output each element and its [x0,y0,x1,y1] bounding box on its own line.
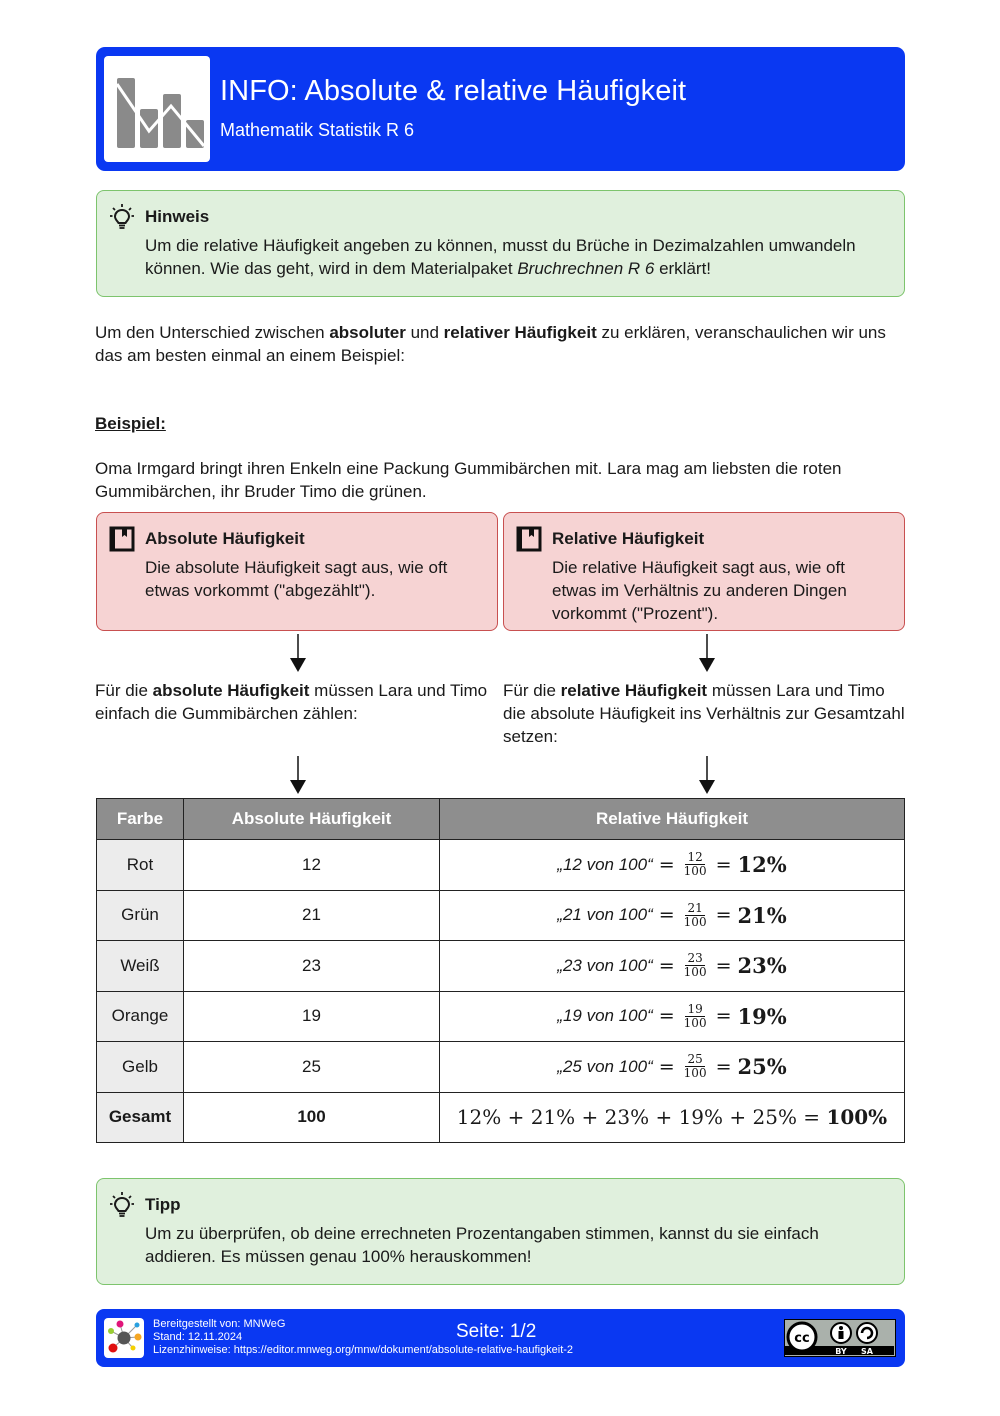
svg-text:cc: cc [794,1331,810,1346]
arrow-down-icon [697,756,717,796]
table-row [97,1042,905,1093]
document-header [96,47,905,171]
hinweis-text: Um die relative Häufigkeit angeben zu können, musst du Brüche in Dezimalzahlen umwandeln können. Wie das geht, wird in dem Materialpaket Bruchrechnen R 6 erklärt! [145,236,856,278]
table-row [97,941,905,992]
cell-farbe: Rot [97,840,184,891]
footer-provider: Bereitgestellt von: MNWeG [153,1318,286,1330]
cell-absolute: 21 [184,890,440,941]
cell-farbe: Gelb [97,1042,184,1093]
definition-text: Die relative Häufigkeit sagt aus, wie oft etwas im Verhältnis zu anderen Dingen vorkommt ("Prozent"). [552,558,847,623]
table-row [97,991,905,1042]
svg-text:SA: SA [861,1347,873,1355]
definition-title: Absolute Häufigkeit [145,529,305,548]
beispiel-text: Oma Irmgard bringt ihren Enkeln eine Packung Gummibärchen mit. Lara mag am liebsten die roten Gummibärchen, ihr Bruder Timo die grünen. [95,459,842,501]
cell-total-label: Gesamt [97,1092,184,1143]
tipp-box [96,1178,905,1285]
cc-by-sa-license-icon [784,1319,896,1357]
tipp-title: Tipp [145,1195,181,1214]
page-title: INFO: Absolute & relative Häufigkeit [220,75,687,107]
hinweis-box [96,190,905,297]
column-header-absolute: Absolute Häufigkeit [184,799,440,840]
cell-relative: „12 von 100“ = $\frac{12}{100}$ = 12% [440,840,905,891]
arrow-down-icon [697,634,717,674]
book-bookmark-icon [516,525,542,553]
cell-relative: „21 von 100“ = $\frac{21}{100}$ = 21% [440,890,905,941]
cell-relative: „25 von 100“ = $\frac{25}{100}$ = 25% [440,1042,905,1093]
mnweg-logo-icon [104,1318,144,1358]
explanation-absolute: Für die absolute Häufigkeit müssen Lara und Timo einfach die Gummibärchen zählen: [95,681,488,723]
document-footer [96,1309,905,1367]
lightbulb-icon [109,203,135,231]
bar-chart-trend-icon [104,56,210,162]
table-row [97,840,905,891]
page-subtitle: Mathematik Statistik R 6 [220,120,415,140]
table-total-row [97,1092,905,1143]
beispiel-heading: Beispiel: [95,414,166,433]
footer-date: Stand: 12.11.2024 [153,1331,243,1343]
book-bookmark-icon [109,525,135,553]
cell-farbe: Weiß [97,941,184,992]
arrow-down-icon [288,634,308,674]
cell-total-absolute: 100 [184,1092,440,1143]
intro-paragraph: Um den Unterschied zwischen absoluter und relativer Häufigkeit zu erklären, veranschaulichen wir uns das am besten einmal an einem Beispiel: [95,323,886,365]
cell-absolute: 12 [184,840,440,891]
arrow-down-icon [288,756,308,796]
column-header-relative: Relative Häufigkeit [440,799,905,840]
hinweis-title: Hinweis [145,207,210,226]
frequency-table [96,798,905,1143]
page-number: Seite: 1/2 [456,1321,537,1342]
explanation-relative: Für die relative Häufigkeit müssen Lara und Timo die absolute Häufigkeit ins Verhältnis zur Gesamtzahl setzen: [503,681,905,746]
cell-absolute: 25 [184,1042,440,1093]
definition-title: Relative Häufigkeit [552,529,705,548]
cell-total-relative: 12% + 21% + 23% + 19% + 25% = 100% [440,1092,905,1143]
footer-license-link[interactable]: Lizenzhinweise: https://editor.mnweg.org/mnw/dokument/absolute-relative-haufigkeit-2 [153,1344,574,1356]
cell-absolute: 23 [184,941,440,992]
definition-relative [503,512,905,631]
table-header-row [97,799,905,840]
cell-relative: „23 von 100“ = $\frac{23}{100}$ = 23% [440,941,905,992]
cell-absolute: 19 [184,991,440,1042]
table-row [97,890,905,941]
cell-relative: „19 von 100“ = $\frac{19}{100}$ = 19% [440,991,905,1042]
cell-farbe: Grün [97,890,184,941]
definition-text: Die absolute Häufigkeit sagt aus, wie oft etwas vorkommt ("abgezählt"). [145,558,448,600]
lightbulb-icon [109,1191,135,1219]
definition-absolute [96,512,498,631]
svg-text:BY: BY [835,1347,847,1355]
cell-farbe: Orange [97,991,184,1042]
tipp-text: Um zu überprüfen, ob deine errechneten Prozentangaben stimmen, kannst du sie einfach addieren. Es müssen genau 100% herauskommen! [145,1224,819,1266]
column-header-farbe: Farbe [97,799,184,840]
